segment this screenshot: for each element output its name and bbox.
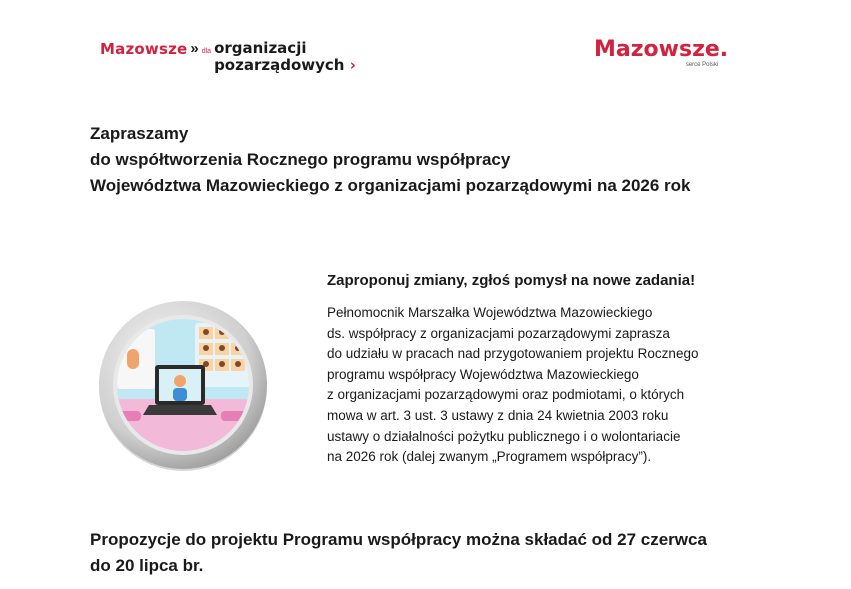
logo-org-line2: pozarządowych: [214, 56, 345, 74]
heading-line: Zapraszamy: [90, 124, 189, 143]
body-line: Pełnomocnik Marszałka Województwa Mazowieckiego: [327, 305, 653, 320]
heading-line: do współtworzenia Rocznego programu współpracy: [90, 150, 511, 169]
logo-right-tagline: serce Polski: [685, 62, 719, 68]
logo-brand-word: Mazowsze: [100, 40, 188, 58]
footer-line: do 20 lipca br.: [90, 556, 204, 575]
body-paragraph: [327, 303, 698, 468]
body-line: mowa w art. 3 ust. 3 ustawy z dnia 24 kwietnia 2003 roku: [327, 407, 669, 423]
logo-org-text: [214, 40, 356, 74]
heading-line: Województwa Mazowieckiego z organizacjami pozarządowymi na 2026 rok: [90, 176, 691, 195]
logo-chevrons: »: [190, 40, 199, 57]
logo-end-chevron: ›: [349, 56, 356, 74]
footer-line: Propozycje do projektu Programu współpracy można składać od 27 czerwca: [90, 530, 707, 549]
body-line: ds. współpracy z organizacjami pozarządowymi zaprasza: [327, 325, 670, 341]
body-line: na 2026 rok (dalej zwanym „Programem współpracy”).: [327, 449, 652, 465]
body-line: z organizacjami pozarządowymi oraz podmiotami, o których: [327, 387, 685, 403]
body-line: programu współpracy Województwa Mazowieckiego: [327, 366, 639, 382]
logo-org-line2-wrap: [214, 57, 356, 74]
page-heading: [90, 121, 691, 199]
video-conference-laptop-icon: [97, 299, 269, 471]
logo-right-brand: Mazowsze.: [594, 37, 729, 62]
logo-prefix: dla: [201, 48, 212, 55]
logo-mazowsze-dla-organizacji: [100, 40, 356, 74]
logo-org-line1: organizacji: [214, 39, 307, 57]
body-line: ustawy o działalności pożytku publicznego i o wolontariacie: [327, 428, 681, 444]
footer-deadline-text: [90, 527, 707, 579]
body-line: do udziału w pracach nad przygotowaniem projektu Rocznego: [327, 346, 699, 362]
section-subtitle: Zaproponuj zmiany, zgłoś pomysł na nowe zadania!: [327, 272, 696, 289]
logo-mazowsze-serce-polski: [594, 38, 728, 68]
